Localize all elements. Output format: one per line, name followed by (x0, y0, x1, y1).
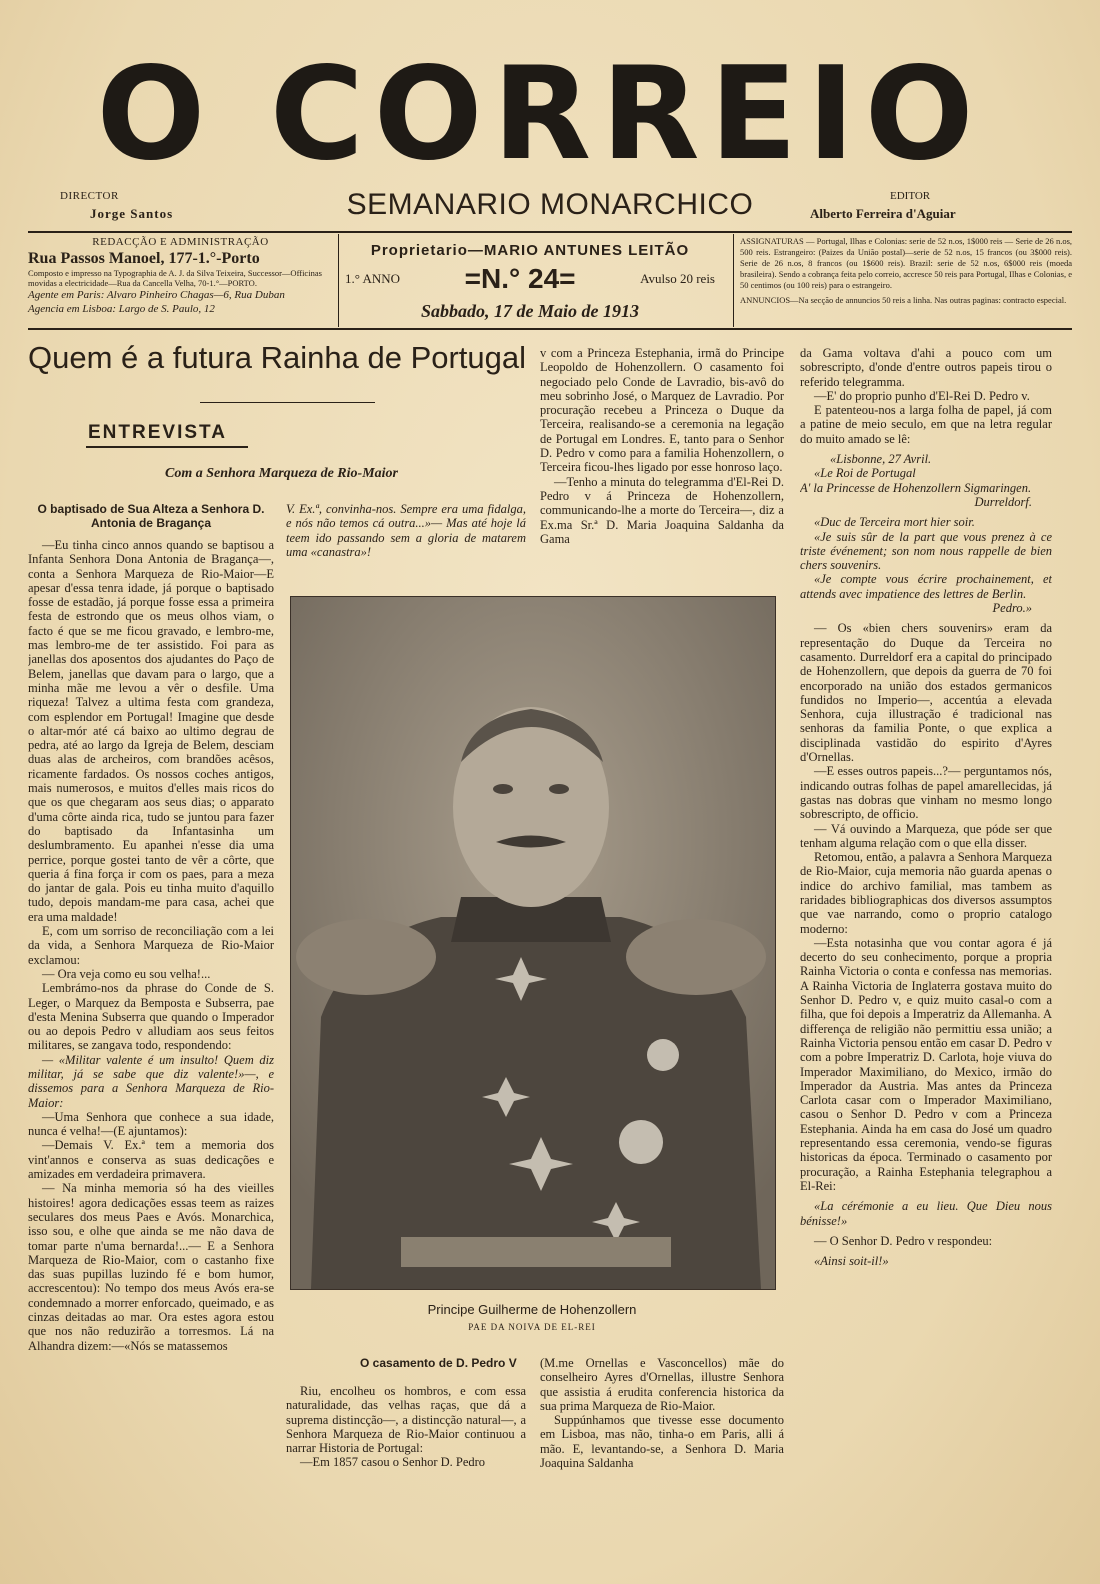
col4-paragraph: da Gama voltava d'ahi a pouco com um sobrescripto, d'onde d'entre outros papeis tirou o referido telegramma. (800, 346, 1052, 389)
agent-paris: Agente em Paris: Alvaro Pinheiro Chagas—6, Rua Duban (28, 289, 285, 301)
director-name: Jorge Santos (90, 206, 174, 221)
photo-subcaption: PAE DA NOIVA DE EL-REI (468, 1322, 596, 1332)
col2-bottom-paragraph: —Em 1857 casou o Senhor D. Pedro (300, 1455, 486, 1470)
col4-paragraph: — Vá ouvindo a Marqueza, que póde ser que tenham alguma relação com o que ella disser. (800, 821, 1052, 850)
col1-paragraph: — Na minha memoria só ha des vieilles histoires! agora dedicações essas teem as raizes seculares dos meus Paes e Avós. Monarchica, isso sou, e olhe que ainda se me não dava de tomar parte n'uma bernarda!...— E a Senhora Marqueza de Rio-Maior, com o castanho fixe das suas pupillas luzindo fé e bom humor, accrescentou): No tempo dos meus Avós era-se condemnado a morrer enforcado, queimado, e as cinzas deitadas ao mar. Ora estes agora estou que nos não reduzirão a torresmos. Lá na Alhandra dizem:—«Nós se matassemos (28, 1181, 274, 1353)
col4-paragraph: «Ainsi soit-il!» (814, 1254, 889, 1269)
editor-box (800, 190, 1030, 222)
admin-heading: REDACÇÃO E ADMINISTRAÇÃO (92, 236, 269, 248)
photo-caption: Principe Guilherme de Hohenzollern (427, 1302, 637, 1317)
col4-paragraph: — O Senhor D. Pedro v respondeu: (814, 1233, 993, 1248)
col1-subhead: O baptisado de Sua Alteza a Senhora D. Antonia de Bragança (37, 502, 265, 530)
portrait-illustration (291, 597, 775, 1289)
col1-paragraph: — Ora veja como eu sou velha!... (42, 966, 211, 981)
kicker-underline (86, 446, 248, 448)
col3-bottom-paragraph: (M.me Ornellas e Vasconcellos) mãe do conselheiro Ayres d'Ornellas, illustre Senhora que assistia á erudita conferencia historica da sua prima Marqueza de Rio-Maior. (540, 1356, 784, 1413)
masthead-title: O CORREIO (96, 40, 984, 189)
director-label: DIRECTOR (60, 190, 119, 202)
col2-top-paragraph: V. Ex.ª, convinha-nos. Sempre era uma fidalga, e nós não temos cá outra...»— Mas até hoje lá teem ido passando sem a gloria de matarem uma «canastra»! (286, 502, 526, 559)
col3-bottom-paragraph: Suppúnhamos que tivesse esse documento em Lisboa, mas não, tinha-o em Paris, alli á mão. E, levantando-se, a Senhora D. Maria Joaquina Saldanha (540, 1413, 784, 1471)
col2-subhead: O casamento de D. Pedro V (360, 1356, 517, 1370)
rule-v2 (733, 234, 734, 327)
col4-paragraph: «Je compte vous écrire prochainement, et attends avec impatience des lettres de Berlin. (800, 572, 1052, 601)
col1-paragraph: —Uma Senhora que conhece a sua idade, nunca é velha!—(E ajuntamos): (28, 1109, 274, 1139)
col1-paragraph: Lembrámo-nos da phrase do Conde de S. Leger, o Marquez da Bemposta e Subserra, pae d'esta Menina Subserra que quando o Imperador ou ao depois Pedro v alludiam aos seus feitos militares, se zangava todo, respondendo: (28, 981, 274, 1053)
issue-block (345, 236, 715, 326)
masthead-subtitle: SEMANARIO MONARCHICO (346, 188, 754, 221)
column-3-bottom (540, 1356, 784, 1574)
col3-top-paragraph: v com a Princeza Estephania, irmã do Principe Leopoldo de Hohenzollern. O casamento foi negociado pelo Conde de Lavradio, bis-avô do meu sobrinho José, o Marquez de Lavradio. Por procuração recebeu a Princeza o Duque da Terceira, realisando-se a ceremonia na legação de Portugal em Londres. E, tanto para o Senhor D. Pedro v como para a familia Hohenzollern, o Terceira ficou-lhes ligado por esse honroso laço. (540, 346, 784, 475)
col2-bottom-paragraph: Riu, encolheu os hombros, e com essa naturalidade, das velhas raças, que dá a suprema distincção—, a distincção natural—, a Senhora Marqueza de Rio-Maior continuou a narrar Historia de Portugal: (286, 1384, 526, 1456)
headline: Quem é a futura Rainha de Portugal (28, 340, 527, 375)
col4-paragraph: — Os «bien chers souvenirs» eram da representação do Duque da Terceira no casamento. Durreldorf era a capital do principado de Hohenzollern, que depois da guerra de 70 foi encorporado na união dos estados germanicos fundidos no Imperio—, accentúa a elevada Senhora, cuja illustração é tradicional nas senhoras da familia Ponte, o que explica a disciplinada vastidão do espirito d'Ayres d'Ornellas. (800, 621, 1052, 765)
issue-number: =N.° 24= (464, 263, 576, 294)
ads: ANNUNCIOS—Na secção de annuncios 50 reis a linha. Nas outras paginas: contracto especial. (740, 295, 1067, 305)
with-line: Com a Senhora Marqueza de Rio-Maior (165, 466, 398, 481)
col4-paragraph: «Je suis sûr de la part que vous prenez à ce triste événement; son nom nous rappelle de bien chers souvenirs. (800, 529, 1052, 573)
col4-paragraph: Retomou, então, a palavra a Senhora Marqueza de Rio-Maior, cuja memoria não guarda apenas o indice do archivo familial, mas tambem as raridades bibliographicas dos diversos assumptos que vae narrando, como o proprio catalogo moderno: (800, 850, 1052, 936)
col4-paragraph: «Le Roi de Portugal (814, 466, 916, 481)
col4-paragraph: —Esta notasinha que vou contar agora é já decerto do seu conhecimento, porque a propria Rainha Victoria o conta e confessa nas memorias. A Rainha Victoria de Inglaterra gostava muito do Senhor D. Pedro v, e quiz muito casal-o com a filha, que foi depois a Imperatriz da Allemanha. A differença de religião não permittiu essa união; a Rainha Victoria pensou então em casar D. Pedro v com a pobre Imperatriz D. Carlota, hoje viuva do Imperador Maximiliano, do Mexico, irmão do Imperador da Austria. Mas antes da Princeza Carlota casar com o Imperador Maximiliano, casou o Senhor D. Pedro v com a Princeza Estephania. Ainda ha em casa do José um quadro representando essa ceremonia, vendo-se figuras historicas da época. Terminado o casamento por procuração, a Rainha Estephania telegraphou a El-Rei: (800, 935, 1052, 1193)
portrait-photo (290, 596, 776, 1290)
col4-paragraph: Pedro.» (992, 601, 1032, 616)
admin-address: Rua Passos Manoel, 177-1.°-Porto (28, 250, 260, 267)
issue-row (345, 263, 715, 295)
column-3-top (540, 346, 784, 582)
subscription-block (740, 236, 1072, 326)
col1-paragraph: — «Militar valente é um insulto! Quem diz militar, já se sabe que diz valente!»—, e dissemos para a Senhora Marqueza de Rio-Maior: (28, 1052, 274, 1110)
editor-name: Alberto Ferreira d'Aguiar (810, 206, 956, 221)
column-2-top (286, 502, 526, 584)
col4-paragraph: Durreldorf. (974, 494, 1032, 509)
subscriptions: ASSIGNATURAS — Portugal, Ilhas e Colonias: serie de 52 n.os, 1$000 reis — Serie de 26 n.os, 500 reis. Estrangeiro: (Paizes da União postal)—serie de 52 n.os, 15 francos (ou 3$000 reis). Serie de 26 n.os, 8 francos (ou 1$600 reis). Brazil: serie de 52 n.os, 6$000 reis (moeda brasileira). Sendo a cobrança feita pelo correio, accresce 50 reis para Portugal, Ilhas e Colonias, e 50 centimos (ou 100 reis) para o estrangeiro. (740, 236, 1072, 290)
kicker: ENTREVISTA (88, 422, 227, 443)
issue-date: Sabbado, 17 de Maio de 1913 (421, 301, 639, 321)
rule-v1 (338, 234, 339, 327)
rule-bottom (28, 328, 1072, 330)
col1-paragraph: —Eu tinha cinco annos quando se baptisou a Infanta Senhora Dona Antonia de Bragança—, conta a Senhora Marqueza de Rio-Maior—E apesar d'essa tenra idade, já porque o baptisado fosse de estadão, já porque fosse essa a primeira festa de estrondo que os meus olhos viam, o facto é que se me ficou gravado, e lembro-me, mas lembro-me de ter assistido. Foi para as janellas dos aposentos dos ajudantes do Paço de Belem, janellas que davam para o largo, que a minha mãe me levou a vêr o desfile. Uma riqueza! Talvez a ultima festa com grandeza, com esplendor em Portugal! Imagine que desde o altar-mór até cá baixo ao ultimo degrau de pedra, até ao largo da Igreja de Belem, desciam duas alas de archeiros, com brandões acêsos, ricamente fardados. Os nossos coches antigos, mais numerosos, e muitos d'elles mais ricos do que os que chegaram aos seus dias; o apparato d'uma côrte ainda rica, tudo se juntou para fazer do baptisado da Infantasinha um deslumbramento. Eu apanhei n'esse dia uma perrice, porque gostei tanto de vêr a côrte, que queria á fina força ir com os paes, para a meza do jantar de gala. Pois eu tinha muito d'aquillo tudo, depois mandam-me para casa, achei que era uma maldade! (28, 538, 274, 924)
col1-paragraph: E, com um sorriso de reconciliação com a lei da vida, a Senhora Marqueza de Rio-Maior exclamou: (28, 924, 274, 967)
col4-paragraph: —E esses outros papeis...?— perguntamos nós, indicando outras folhas de papel amarellecidas, já gastas nas dobras que vinham no mesmo longo sobrescripto, de officio. (800, 764, 1052, 822)
col4-paragraph: E patenteou-nos a larga folha de papel, já com a patine de meio seculo, em que na letra regular do muito amado se lê: (800, 403, 1052, 446)
proprietor: Proprietario—MARIO ANTUNES LEITÃO (370, 242, 690, 259)
director-box (60, 190, 240, 222)
rule-top (28, 231, 1072, 233)
column-4 (800, 346, 1052, 1574)
col4-paragraph: —E' do proprio punho d'El-Rei D. Pedro v. (814, 388, 1030, 403)
col4-paragraph: «Duc de Terceira mort hier soir. (814, 515, 975, 530)
col4-paragraph: «La cérémonie a eu lieu. Que Dieu nous bénisse!» (800, 1199, 1052, 1228)
headline-rule (200, 402, 375, 403)
editor-label: EDITOR (890, 190, 931, 202)
admin-print: Composto e impresso na Typographia de A. J. da Silva Teixeira, Successor—Officinas movidas a electricidade—Rua da Cancella Velha, 70-1.°—PORTO. (28, 268, 322, 288)
col4-paragraph: «Lisbonne, 27 Avril. (830, 452, 932, 467)
col1-paragraph: —Demais V. Ex.ª tem a memoria dos vint'annos e conserva as suas dedicações e amizades em verdadeira primavera. (28, 1138, 274, 1182)
avulso: Avulso 20 reis (640, 271, 715, 286)
column-1 (28, 502, 274, 1574)
admin-block (28, 236, 333, 326)
col4-paragraph: A' la Princesse de Hohenzollern Sigmaringen. (800, 480, 1032, 495)
column-2-bottom (286, 1384, 526, 1574)
agency-lisboa: Agencia em Lisboa: Largo de S. Paulo, 12 (28, 303, 215, 315)
col3-top-paragraph: —Tenho a minuta do telegramma d'El-Rei D. Pedro v á Princeza de Hohenzollern, communicando-lhe a morte do Terceira—, diz a Ex.ma Sr.ª D. Maria Joaquina Saldanha da Gama (540, 474, 784, 546)
year: 1.° ANNO (345, 271, 401, 286)
